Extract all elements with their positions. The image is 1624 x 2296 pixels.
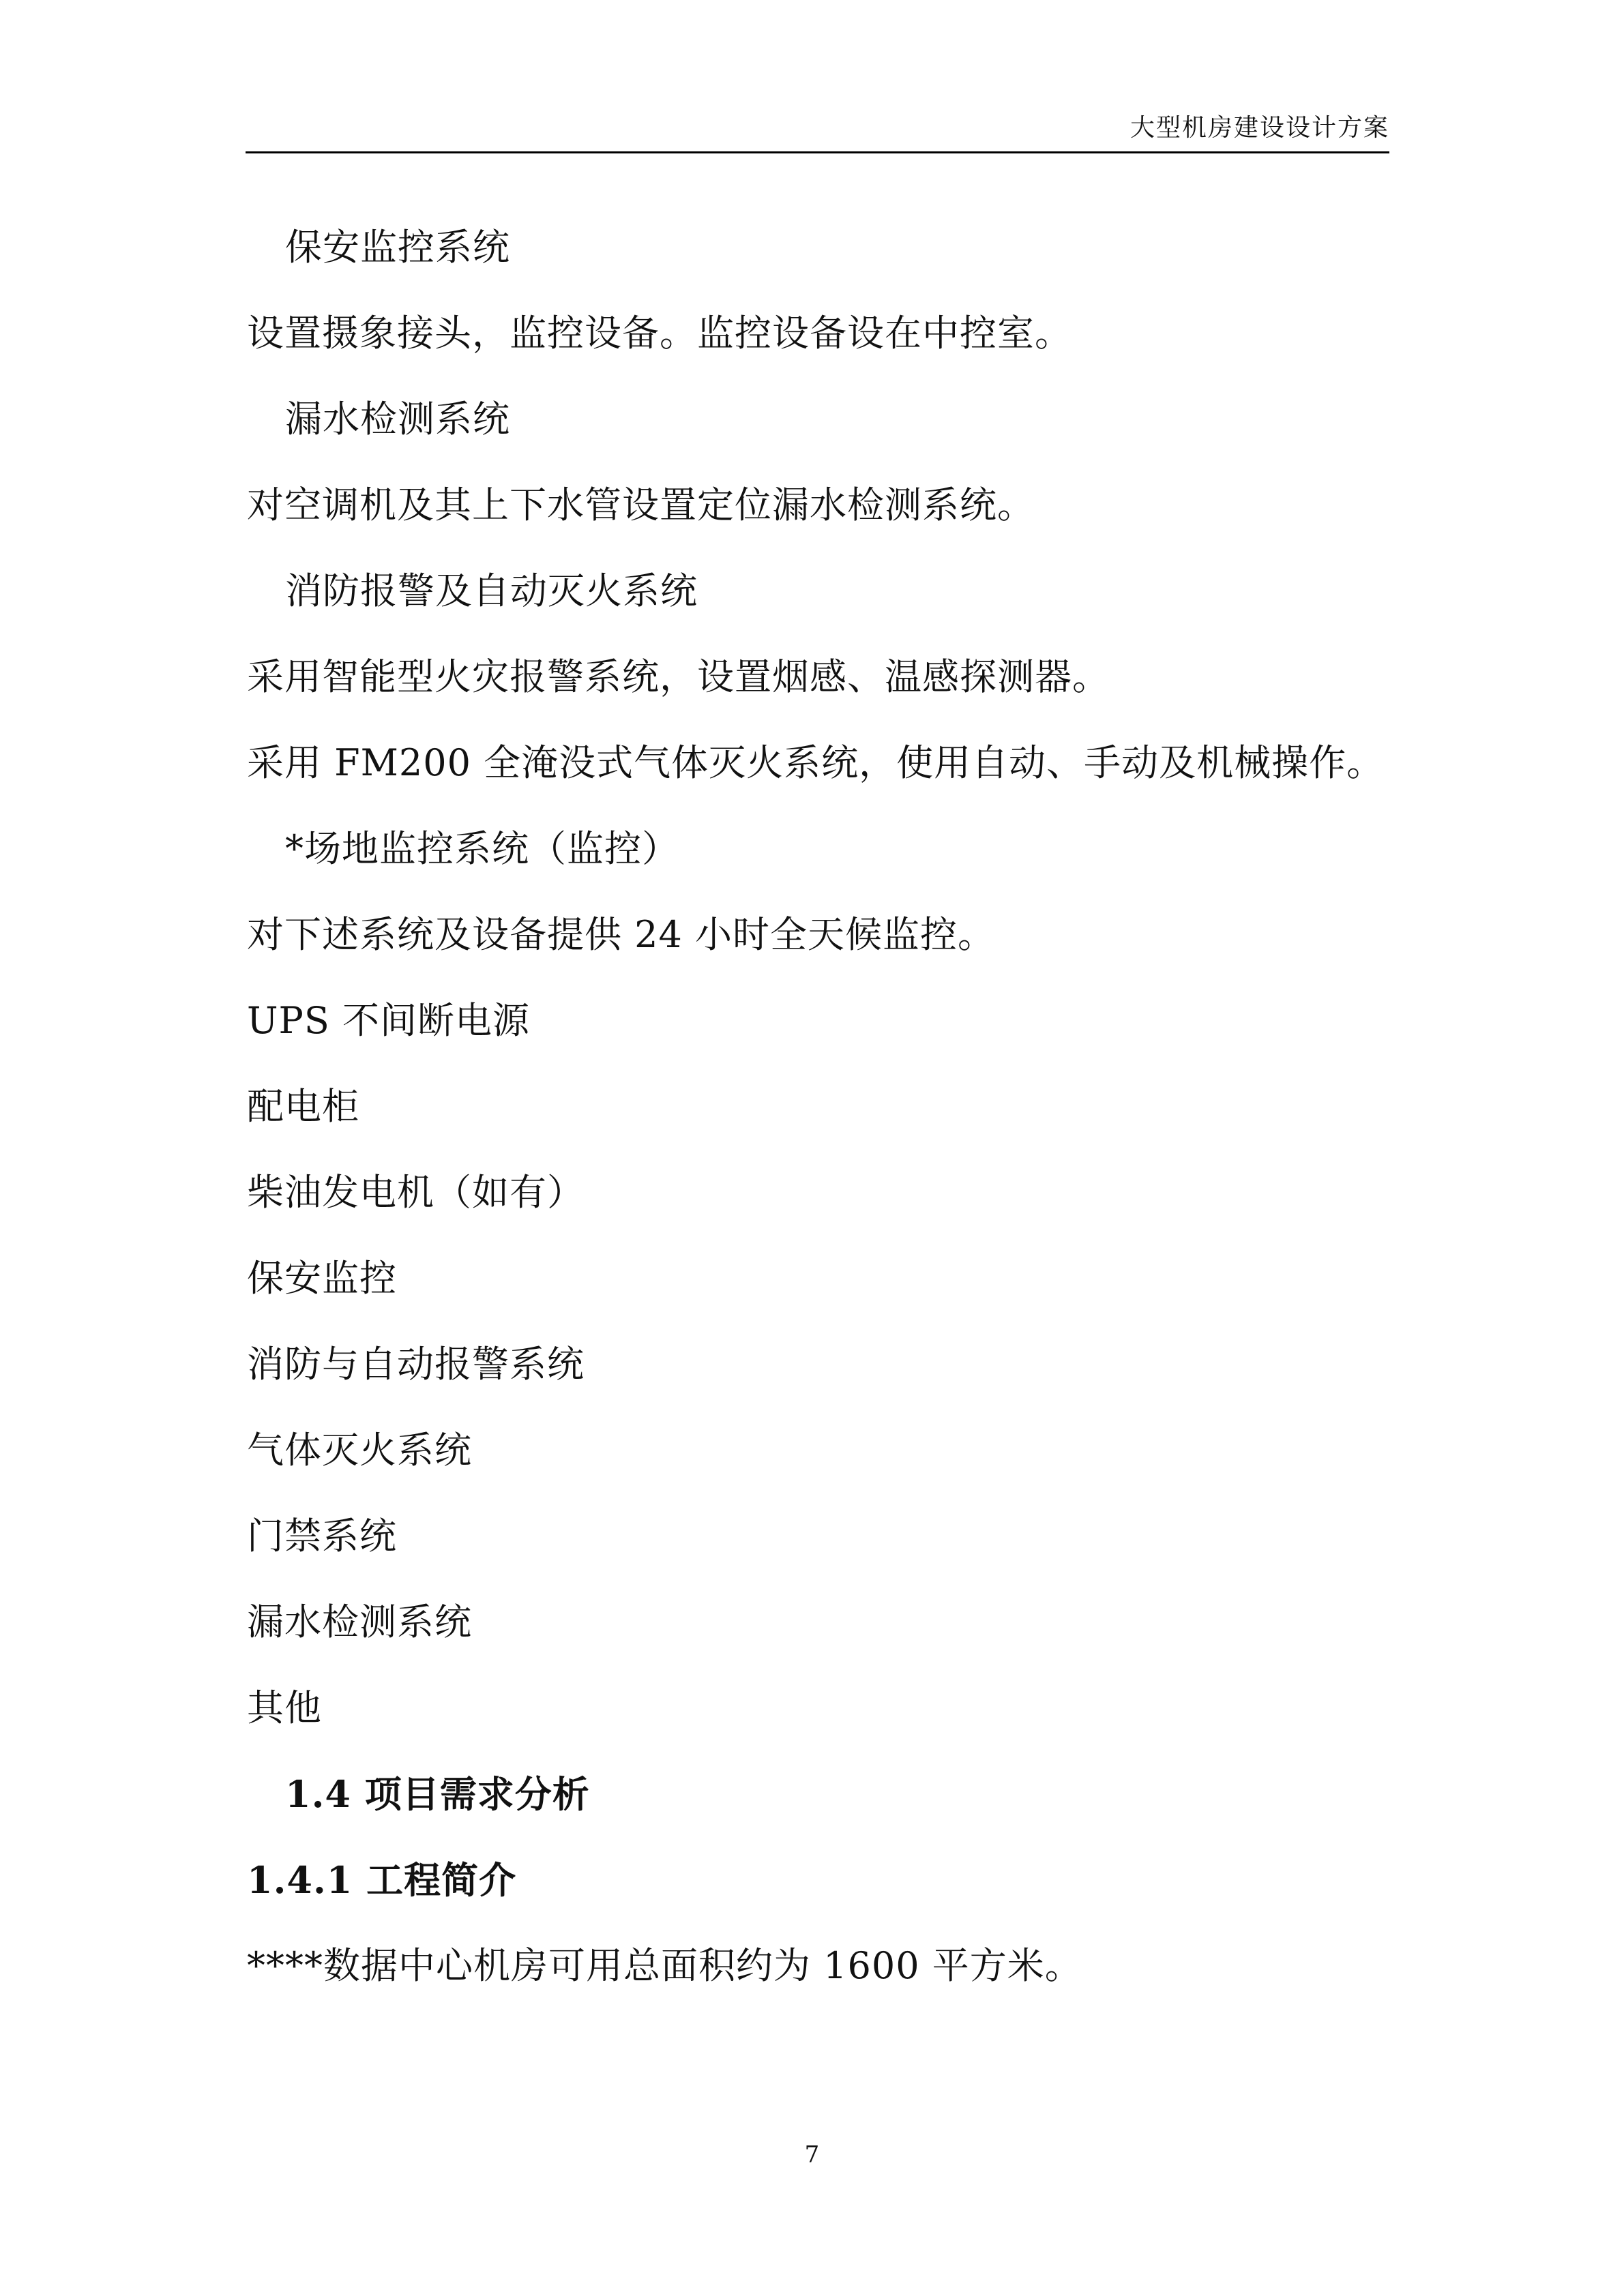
paragraph-line: 气体灭火系统	[247, 1429, 472, 1472]
paragraph-line: 采用 FM200 全淹没式气体灭火系统，使用自动、手动及机械操作。	[247, 741, 1385, 784]
paragraph-line: 采用智能型火灾报警系统，设置烟感、温感探测器。	[247, 655, 1110, 698]
paragraph-line: 保安监控系统	[285, 226, 510, 269]
paragraph-line: 其他	[247, 1686, 322, 1729]
paragraph-line: 消防报警及自动灭火系统	[285, 569, 698, 612]
paragraph-line: 柴油发电机（如有）	[247, 1171, 585, 1214]
paragraph-line: 门禁系统	[247, 1515, 397, 1557]
paragraph-line: 保安监控	[247, 1257, 397, 1300]
section-heading: 1.4.1 工程简介	[247, 1858, 517, 1902]
paragraph-line: 设置摄象接头，监控设备。监控设备设在中控室。	[247, 312, 1072, 355]
body-text	[247, 205, 1393, 2009]
paragraph-line: 配电柜	[247, 1085, 359, 1128]
paragraph-line: UPS 不间断电源	[247, 999, 531, 1042]
paragraph-line: 对下述系统及设备提供 24 小时全天候监控。	[247, 913, 996, 956]
page-number: 7	[804, 2141, 820, 2168]
header-title: 大型机房建设设计方案	[1130, 114, 1389, 142]
paragraph-line: 漏水检测系统	[247, 1600, 472, 1643]
paragraph-line: 消防与自动报警系统	[247, 1343, 585, 1386]
paragraph-line: ****数据中心机房可用总面积约为 1600 平方米。	[247, 1944, 1082, 1987]
paragraph-line: 漏水检测系统	[285, 398, 510, 441]
section-heading: 1.4 项目需求分析	[285, 1772, 590, 1816]
paragraph-line: *场地监控系统（监控）	[285, 827, 679, 870]
paragraph-line: 对空调机及其上下水管设置定位漏水检测系统。	[247, 483, 1035, 526]
running-header	[246, 109, 1389, 153]
